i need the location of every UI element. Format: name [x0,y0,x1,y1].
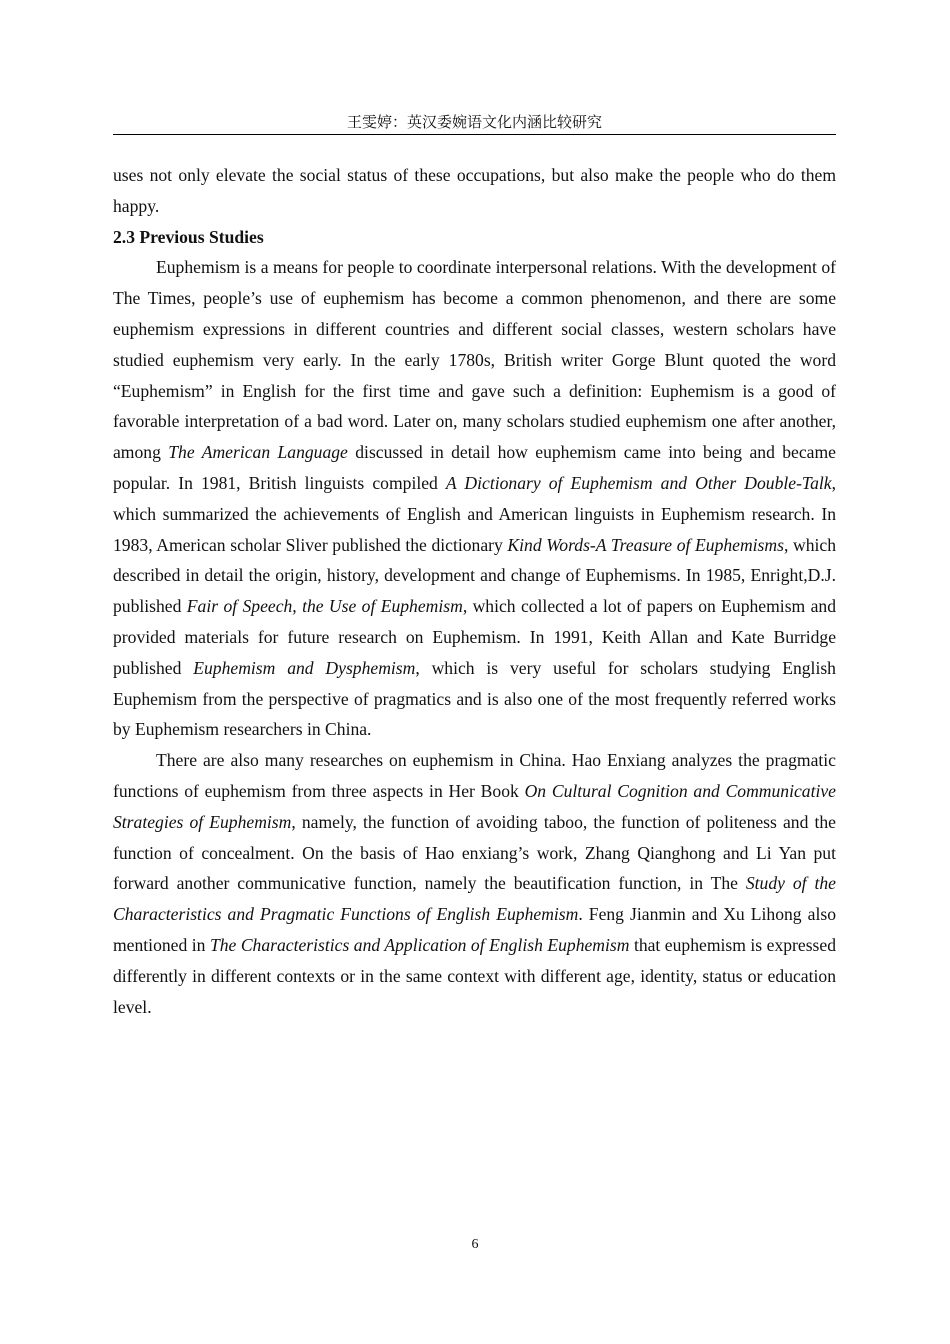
book-title: Kind Words-A Treasure of Euphemisms [507,534,784,555]
paragraph-western-studies [113,252,836,745]
book-title: Study of the Characteristics and Pragmatic Functions of English Euphemism [113,873,836,925]
book-title: The American Language [168,442,348,463]
paragraph-continued: uses not only elevate the social status of these occupations, but also make the people who do them happy. [113,165,836,216]
book-title: On Cultural Cognition and Communicative Strategies of Euphemism [113,780,836,832]
section-heading: 2.3 Previous Studies [113,226,264,247]
paragraph-chinese-studies [113,745,836,1022]
text-run: , namely, the function of avoiding taboo, the function of politeness and the function of concealment. On the basis of Hao enxiang’s work, Zhang Qianghong and Li Yan put forward another communicative function, namely the beautification function, in The [113,811,836,894]
text-run: , which described in detail the origin, history, development and change of Euphemisms. In 1985, Enright,D.J. published [113,534,836,617]
book-title: A Dictionary of Euphemism and Other Double-Talk [445,472,832,493]
page-number: 6 [471,1237,479,1252]
book-title: The Characteristics and Application of English Euphemism [209,934,630,955]
text-run: . Feng Jianmin and Xu Lihong also mentioned in [113,904,836,955]
text-run: Euphemism is a means for people to coordinate interpersonal relations. With the development of The Times, people’s use of euphemism has become a common phenomenon, and there are some euphemism expressions in different countries and different social classes, western scholars have studied euphemism very early. In the early 1780s, British writer Gorge Blunt quoted the word “Euphemism” in English for the first time and gave such a definition: Euphemism is a good of favorable interpretation of a bad word. Later on, many scholars studied euphemism one after another, among [113,257,836,463]
page-body [113,160,836,1022]
text-run: There are also many researches on euphemism in China. Hao Enxiang analyzes the pragmatic functions of euphemism from three aspects in Her Book [113,750,836,801]
running-header [113,113,836,135]
text-run: , which summarized the achievements of English and American linguists in Euphemism research. In 1983, American scholar Sliver published the dictionary [113,472,837,555]
text-run: that euphemism is expressed differently in different contexts or in the same context with different age, identity, status or education level. [113,934,837,1017]
text-run: , which collected a lot of papers on Euphemism and provided materials for future research on Euphemism. In 1991, Keith Allan and Kate Burridge published [113,596,836,678]
text-run: , which is very useful for scholars studying English Euphemism from the perspective of pragmatics and is also one of the most frequently referred works by Euphemism researchers in China. [113,657,836,740]
header-title: 王雯婷：英汉委婉语文化内涵比较研究 [346,115,602,131]
book-title: Fair of Speech, the Use of Euphemism [186,596,463,617]
text-run: discussed in detail how euphemism came into being and became popular. In 1981, British linguists compiled [113,442,836,493]
book-title: Euphemism and Dysphemism [193,657,416,678]
